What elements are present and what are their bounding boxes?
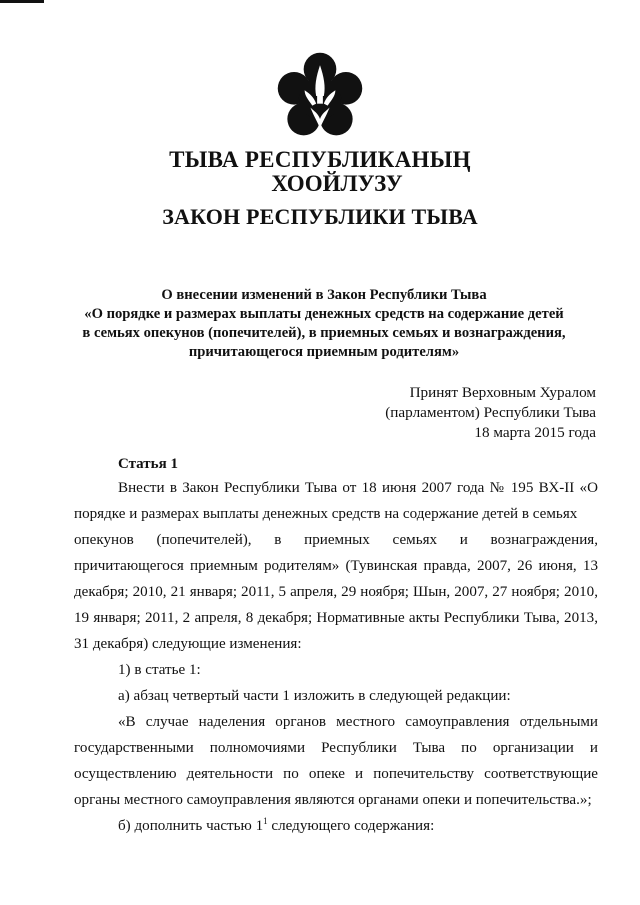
tyva-emblem-icon [272, 48, 368, 144]
law-subject [70, 286, 578, 362]
subject-line1: О внесении изменений в Закон Республики Тыва [161, 287, 487, 303]
subject-line3: в семьях опекунов (попечителей), в приемных семьях и вознаграждения, [82, 325, 566, 341]
item-1: 1) в статье 1: [118, 662, 201, 678]
intro-paragraph-part1: Внести в Закон Республики Тыва от 18 июня 2007 года № 195 ВХ-II «О порядке и размерах выплаты денежных средств на содержание детей в семьях [74, 480, 598, 522]
intro-paragraph-part3: причитающегося приемным родителям» (Тувинская правда, 2007, 26 июня, 13 декабря; 2010, 21 января; 2011, 5 апреля, 29 ноября; Шын, 2007, 27 ноября; 2010, 19 января; 2011, 2 апреля, 8 декабря; Нормативные акты Республики Тыва, 2013, 31 декабря) следующие изменения: [74, 558, 598, 652]
adoption-info [385, 383, 596, 443]
subject-line2: «О порядке и размерах выплаты денежных средств на содержание детей [84, 306, 564, 322]
tyva-title-line2: ХООЙЛУЗУ [271, 171, 403, 196]
item-1a: а) абзац четвертый части 1 изложить в следующей редакции: [118, 688, 511, 704]
subject-line4: причитающегося приемным родителям» [188, 344, 460, 360]
tyva-title-line1: ТЫВА РЕСПУБЛИКАНЫҢ [169, 147, 471, 172]
item-1b-suffix: следующего содержания: [267, 818, 435, 834]
item-1b [74, 813, 598, 839]
intro-paragraph-part2: опекунов (попечителей), в приемных семьях и вознаграждения, [74, 532, 598, 548]
law-title: ЗАКОН РЕСПУБЛИКИ ТЫВА [162, 204, 478, 229]
adopted-line2: (парламентом) Республики Тыва [385, 404, 596, 421]
article-body [74, 475, 598, 839]
quoted-paragraph: «В случае наделения органов местного самоуправления отдельными государственными полномочиями Республики Тыва по организации и осуществлению деятельности по опеке и попечительству соответствующие органы местного самоуправления являются органами опеки и попечительства.»; [74, 714, 598, 808]
scan-corner-mark [0, 0, 44, 3]
adopted-line1: Принят Верховным Хуралом [409, 384, 596, 401]
item-1b-superscript: 1 [263, 816, 268, 826]
item-1b-prefix: б) дополнить частью 1 [118, 818, 264, 834]
adopted-date: 18 марта 2015 года [474, 424, 596, 441]
article-heading: Статья 1 [118, 456, 178, 472]
